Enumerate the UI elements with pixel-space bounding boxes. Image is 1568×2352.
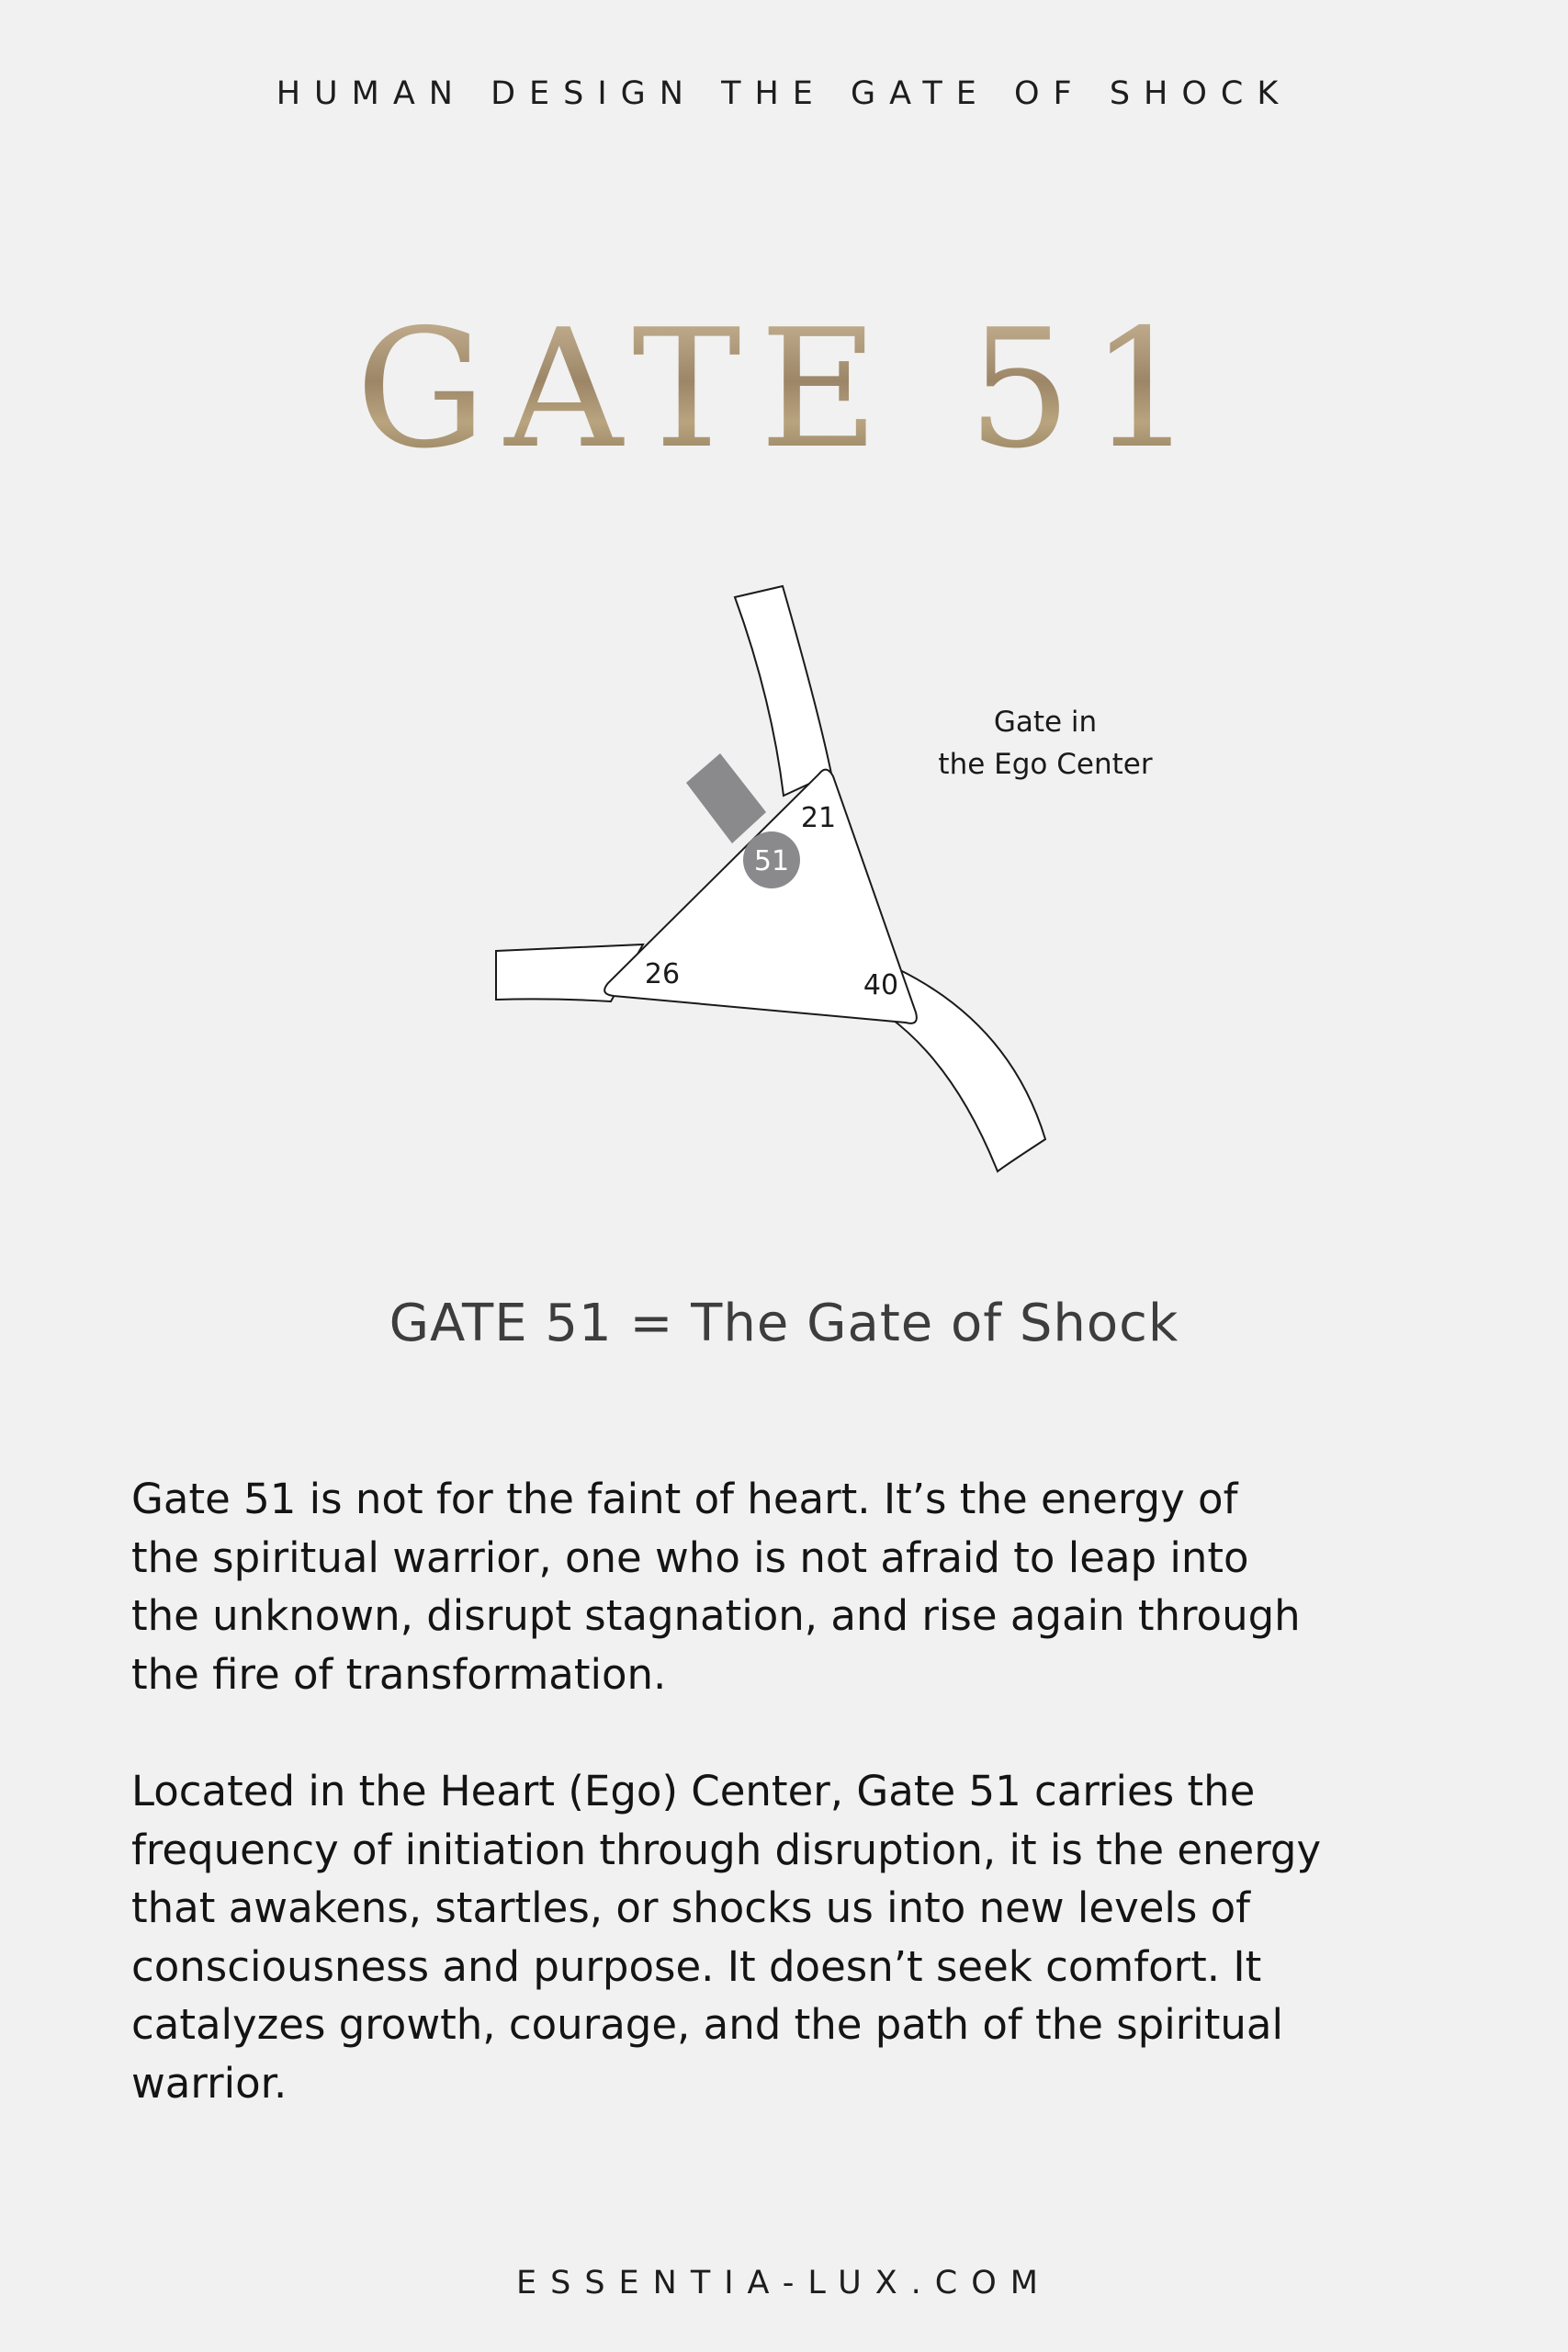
- gate-21-label: 21: [800, 802, 837, 834]
- footer-site-link[interactable]: ESSENTIA-LUX.COM: [515, 2265, 1052, 2301]
- gate-subtitle: GATE 51 = The Gate of Shock: [389, 1294, 1179, 1353]
- page-title: GATE 51: [0, 308, 1568, 471]
- top-heading: HUMAN DESIGN THE GATE OF SHOCK: [276, 75, 1292, 112]
- annotation-line-1: Gate in: [993, 706, 1098, 739]
- channel-40: [889, 969, 1045, 1171]
- channel-21: [735, 586, 831, 796]
- ego-center-diagram: [459, 570, 1194, 1194]
- gate-40-label: 40: [863, 969, 899, 1001]
- annotation-line-2: the Ego Center: [938, 748, 1153, 781]
- gate-26-label: 26: [644, 958, 681, 990]
- description-paragraph-1: Gate 51 is not for the faint of heart. It’s the energy of the spiritual warrior, one who is not afraid to leap into the unknown, disrupt stagnation, and rise again through the fire of transformation.: [131, 1475, 1301, 1699]
- channel-51-highlight: [686, 753, 766, 843]
- description-paragraph-2: Located in the Heart (Ego) Center, Gate 51 carries the frequency of initiation through disruption, it is the energy that awakens, startles, or shocks us into new levels of consciousness and purpose. It doesn’t seek comfort. It catalyzes growth, courage, and the path of the spiritual warrior.: [131, 1767, 1322, 2108]
- ego-center-svg: [459, 570, 1194, 1194]
- gate-51-label: 51: [753, 845, 790, 877]
